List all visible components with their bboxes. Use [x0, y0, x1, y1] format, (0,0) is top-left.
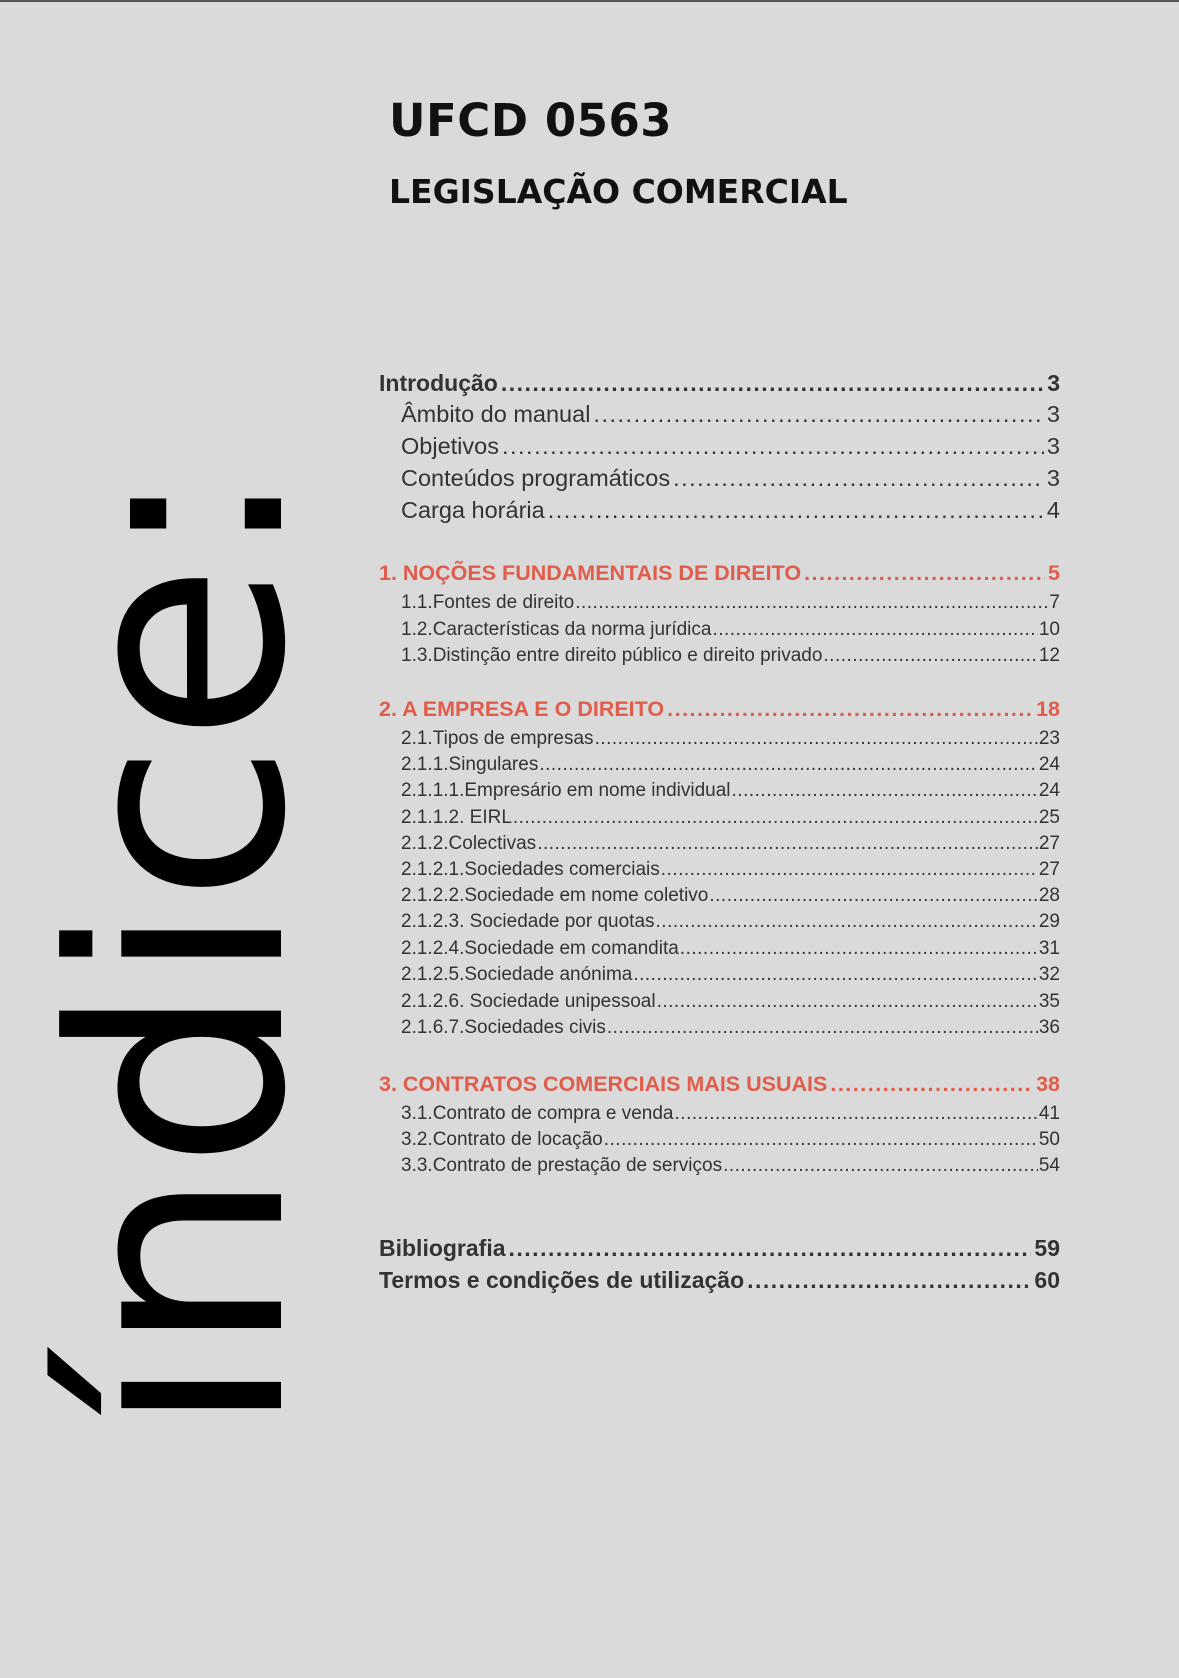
toc-entry-page: 54 [1038, 1155, 1060, 1176]
toc-entry-page: 23 [1038, 728, 1060, 749]
toc-section-2[interactable] [379, 697, 1060, 722]
toc-entry-title: 2.1.1.2. EIRL [401, 807, 512, 828]
toc-leader-dots [709, 885, 1038, 907]
toc-entry-title: 2.1.1.1.Empresário em nome individual [401, 780, 731, 801]
toc-entry-title: 3.3.Contrato de prestação de serviços [401, 1155, 723, 1176]
toc-entry-page: 24 [1038, 780, 1060, 801]
toc-subentry[interactable] [379, 1129, 1060, 1151]
toc-leader-dots [537, 833, 1038, 855]
toc-entry-title: Carga horária [401, 497, 545, 523]
toc-leader-dots [502, 433, 1044, 460]
toc-section-page: 5 [1048, 561, 1060, 585]
toc-subentry[interactable] [379, 911, 1060, 933]
course-subject: LEGISLAÇÃO COMERCIAL [389, 172, 848, 211]
toc-entry-page: 3 [1046, 433, 1060, 459]
toc-leader-dots [673, 465, 1044, 492]
toc-entry-title: 2.1.Tipos de empresas [401, 728, 594, 749]
toc-entry-page: 27 [1038, 859, 1060, 880]
toc-entry-page: 3 [1047, 370, 1060, 396]
toc-entry-page: 50 [1038, 1129, 1060, 1150]
toc-entry-page: 3 [1046, 465, 1060, 491]
toc-subentry[interactable] [379, 645, 1060, 667]
toc-leader-dots [712, 619, 1037, 641]
toc-entry-page: 35 [1038, 991, 1060, 1012]
toc-entry-page: 29 [1038, 911, 1060, 932]
toc-entry-title: Termos e condições de utilização [379, 1267, 745, 1293]
toc-subentry[interactable] [379, 807, 1060, 829]
toc-entry-title: 2.1.2.Colectivas [401, 833, 537, 854]
toc-entry-terms[interactable] [379, 1267, 1060, 1294]
toc-leader-dots [657, 991, 1038, 1013]
toc-leader-dots [539, 754, 1038, 776]
toc-leader-dots [595, 728, 1038, 750]
toc-entry-page: 41 [1038, 1103, 1060, 1124]
index-side-title-text: índice: [10, 464, 350, 1436]
toc-leader-dots [667, 697, 1033, 722]
toc-subentry[interactable] [379, 754, 1060, 776]
toc-subentry[interactable] [379, 964, 1060, 986]
toc-leader-dots [747, 1267, 1031, 1294]
toc-leader-dots [830, 1072, 1033, 1097]
toc-leader-dots [548, 497, 1044, 524]
toc-entry-title: 1.2.Características da norma jurídica [401, 619, 712, 640]
toc-section-page: 18 [1036, 697, 1060, 721]
toc-subentry[interactable] [379, 619, 1060, 641]
toc-subentry[interactable] [379, 1017, 1060, 1039]
toc-leader-dots [604, 1129, 1038, 1151]
toc-leader-dots [804, 561, 1045, 586]
toc-entry-title: 2.1.6.7.Sociedades civis [401, 1017, 606, 1038]
toc-leader-dots [723, 1155, 1038, 1177]
toc-entry-page: 60 [1034, 1267, 1060, 1293]
toc-subentry[interactable] [379, 780, 1060, 802]
toc-subentry[interactable] [379, 1155, 1060, 1177]
toc-entry-title: 1.1.Fontes de direito [401, 592, 575, 613]
toc-section-1[interactable] [379, 561, 1060, 586]
toc-subentry[interactable] [379, 938, 1060, 960]
toc-leader-dots [513, 807, 1038, 829]
toc-subentry[interactable] [379, 859, 1060, 881]
toc-entry-title: 2.1.2.6. Sociedade unipessoal [401, 991, 656, 1012]
toc-section-page: 38 [1036, 1072, 1060, 1096]
toc-entry-page: 4 [1046, 497, 1060, 523]
toc-section-3[interactable] [379, 1072, 1060, 1097]
toc-entry-page: 10 [1038, 619, 1060, 640]
toc-entry-page: 25 [1038, 807, 1060, 828]
toc-leader-dots [509, 1235, 1032, 1262]
toc-subentry[interactable] [379, 592, 1060, 614]
toc-leader-dots [607, 1017, 1038, 1039]
toc-subentry[interactable] [379, 991, 1060, 1013]
toc-subentry[interactable] [379, 1103, 1060, 1125]
toc-entry-title: Introdução [379, 370, 498, 396]
toc-section-title: 1. NOÇÕES FUNDAMENTAIS DE DIREITO [379, 561, 802, 585]
toc-section-title: 2. A EMPRESA E O DIREITO [379, 697, 665, 721]
toc-leader-dots [501, 370, 1044, 397]
toc-subentry[interactable] [379, 885, 1060, 907]
toc-entry-intro[interactable] [379, 370, 1060, 397]
toc-entry-page: 31 [1038, 938, 1060, 959]
toc-entry-page: 28 [1038, 885, 1060, 906]
toc-entry-page: 3 [1046, 401, 1060, 427]
toc-entry-title: Objetivos [401, 433, 499, 459]
toc-leader-dots [656, 911, 1038, 933]
toc-entry[interactable] [379, 497, 1060, 524]
toc-entry-page: 12 [1038, 645, 1060, 666]
toc-entry-page: 59 [1034, 1235, 1060, 1261]
toc-leader-dots [680, 938, 1038, 960]
toc-leader-dots [633, 964, 1038, 986]
toc-entry-page: 36 [1038, 1017, 1060, 1038]
toc-entry[interactable] [379, 465, 1060, 492]
toc-entry-title: 3.2.Contrato de locação [401, 1129, 603, 1150]
toc-entry-title: 2.1.2.5.Sociedade anónima [401, 964, 633, 985]
toc-entry-page: 7 [1049, 592, 1060, 613]
toc-entry-page: 24 [1038, 754, 1060, 775]
toc-entry[interactable] [379, 401, 1060, 428]
toc-entry-bibliography[interactable] [379, 1235, 1060, 1262]
toc-entry-page: 32 [1038, 964, 1060, 985]
toc-subentry[interactable] [379, 728, 1060, 750]
toc-entry-title: Âmbito do manual [401, 401, 591, 427]
toc-entry-title: Bibliografia [379, 1235, 506, 1261]
toc-leader-dots [823, 645, 1037, 667]
toc-leader-dots [661, 859, 1038, 881]
toc-leader-dots [575, 592, 1048, 614]
toc-entry-title: 2.1.2.2.Sociedade em nome coletivo [401, 885, 709, 906]
toc-entry-title: 2.1.1.Singulares [401, 754, 539, 775]
toc-leader-dots [732, 780, 1038, 802]
toc-entry-title: 1.3.Distinção entre direito público e direito privado [401, 645, 823, 666]
toc-entry-title: 3.1.Contrato de compra e venda [401, 1103, 674, 1124]
course-code: UFCD 0563 [389, 94, 673, 147]
top-border [0, 0, 1179, 2]
toc-leader-dots [675, 1103, 1038, 1125]
toc-subentry[interactable] [379, 833, 1060, 855]
toc-entry-title: 2.1.2.4.Sociedade em comandita [401, 938, 679, 959]
toc-leader-dots [593, 401, 1044, 428]
toc-section-title: 3. CONTRATOS COMERCIAIS MAIS USUAIS [379, 1072, 828, 1096]
toc-entry-title: 2.1.2.3. Sociedade por quotas [401, 911, 655, 932]
toc-entry-title: 2.1.2.1.Sociedades comerciais [401, 859, 660, 880]
toc-entry[interactable] [379, 433, 1060, 460]
toc-entry-page: 27 [1038, 833, 1060, 854]
toc-entry-title: Conteúdos programáticos [401, 465, 671, 491]
